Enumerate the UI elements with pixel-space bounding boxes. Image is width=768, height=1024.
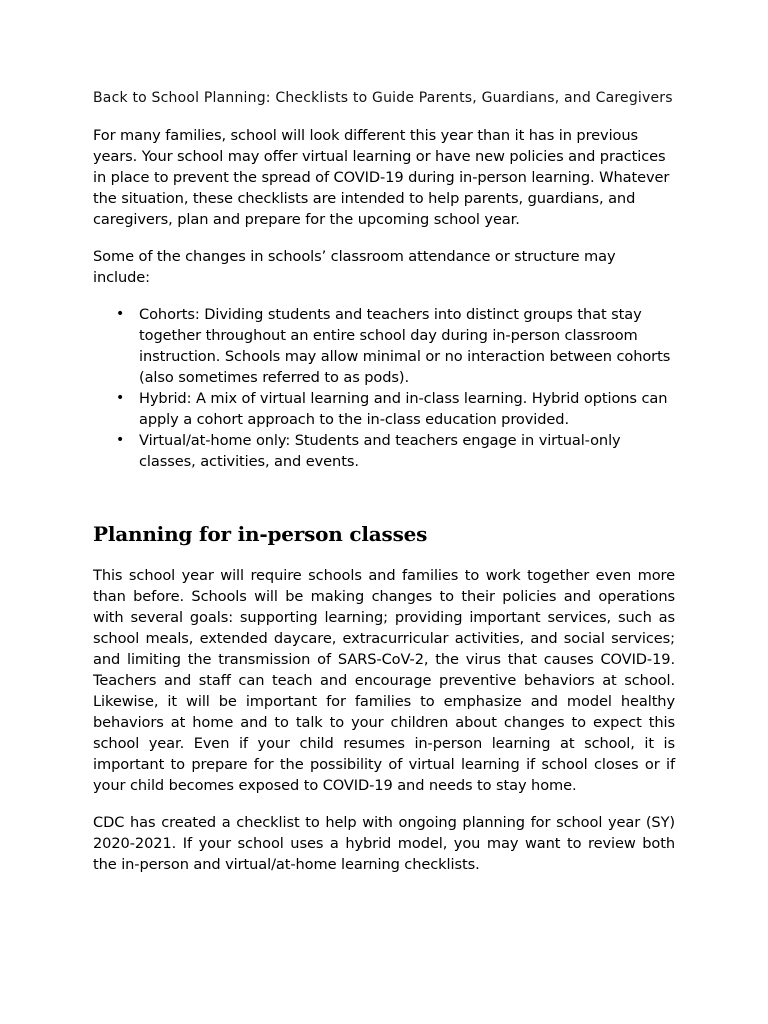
bullet-item-hybrid [93,388,675,430]
bullet-icon: • [116,390,125,406]
bullet-item-virtual [93,430,675,472]
changes-bullet-list [93,304,675,472]
intro-paragraph: For many families, school will look different this year than it has in previous years. Your school may offer virtual learning or have new policies and practices in place to prevent the spread of COVID-19 during in-person learning. Whatever the situation, these checklists are intended to help parents, guardians, and caregivers, plan and prepare for the upcoming school year. [93,127,670,228]
section-paragraph-2: CDC has created a checklist to help with ongoing planning for school year (SY) 2020-2021. If your school uses a hybrid model, you may want to review both the in-person and virtual/at-home learning checklists. [93,814,675,873]
section-paragraph-1: This school year will require schools and families to work together even more than before. Schools will be making changes to their policies and operations with several goals: supporting learning; providing important services, such as school meals, extended daycare, extracurricular activities, and social services; and limiting the transmission of SARS-CoV-2, the virus that causes COVID-19. Teachers and staff can teach and encourage preventive behaviors at school. Likewise, it will be important for families to emphasize and model healthy behaviors at home and to talk to your children about changes to expect this school year. Even if your child resumes in-person learning at school, it is important to prepare for the possibility of virtual learning if school closes or if your child becomes exposed to COVID-19 and needs to stay home. [93,567,675,794]
bullet-icon: • [116,306,125,322]
document-title: Back to School Planning: Checklists to Guide Parents, Guardians, and Caregivers [93,90,673,106]
bullet-icon: • [116,432,125,448]
changes-intro-paragraph: Some of the changes in schools’ classroom attendance or structure may include: [93,248,616,286]
section-heading: Planning for in-person classes [93,522,428,546]
bullet-item-cohorts [93,304,675,388]
bullet-text: Virtual/at-home only: Students and teachers engage in virtual-only classes, activities, and events. [139,432,621,470]
document-page [93,88,675,891]
bullet-text: Cohorts: Dividing students and teachers into distinct groups that stay together throughout an entire school day during in-person classroom instruction. Schools may allow minimal or no interaction between cohorts (also sometimes referred to as pods). [139,306,671,386]
bullet-text: Hybrid: A mix of virtual learning and in-class learning. Hybrid options can apply a cohort approach to the in-class education provided. [139,390,668,428]
